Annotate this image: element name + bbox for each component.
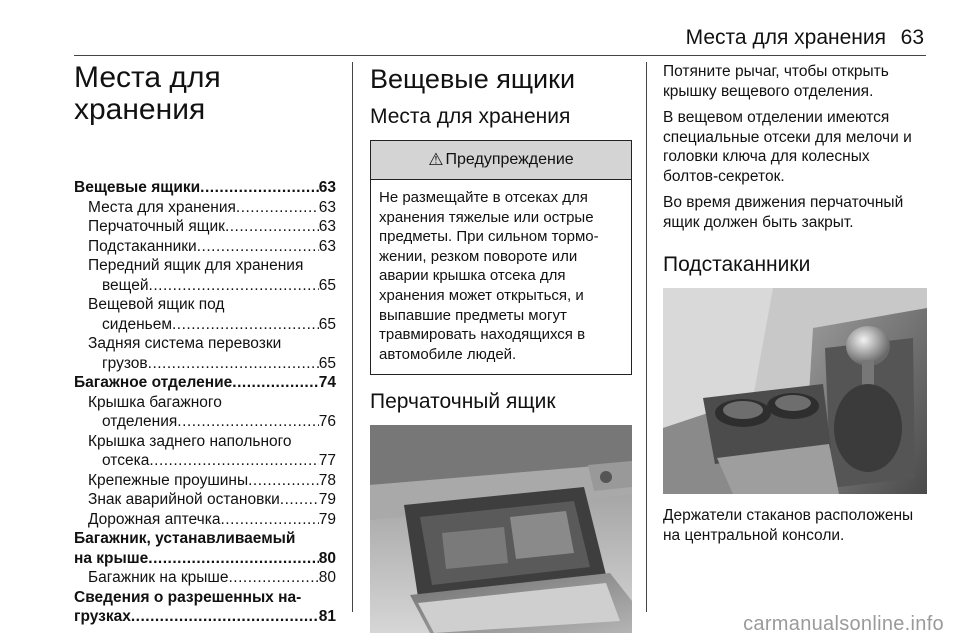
toc-entry-page: 78 [318,471,336,489]
toc-leader-dots [248,471,319,491]
toc-entry-title: Багажник на крыше [88,569,229,586]
text-line: на центральной консоли. [663,526,845,544]
toc-entry [74,490,336,510]
toc-entry-title: Подстаканники [88,237,197,255]
toc-entry [74,412,336,432]
toc-leader-dots [148,549,318,569]
toc-leader-dots [220,510,318,530]
toc-leader-dots [236,198,319,218]
driving-paragraph [663,193,927,232]
text-line: Держатели стаканов расположены [663,507,914,524]
glovebox-illustration [370,425,632,633]
toc-entry [74,198,336,218]
text-line: болтов-секреток. [663,167,785,185]
toc-entry-title: грузов [102,354,148,372]
toc-entry-title: Передний ящик для хранения [88,257,304,274]
toc-entry-title: Места для хранения [88,198,236,216]
toc-entry-page: 79 [318,491,336,508]
toc-entry [74,354,336,374]
toc-entry-title: Крепежные проушины [88,471,249,489]
toc-entry [74,588,336,608]
toc-entry-page: 63 [318,237,336,255]
text-line: хранения тяжелые или острые [379,208,594,226]
cupholder-heading: Подстаканники [663,253,811,276]
warning-title: Предупреждение [445,151,574,168]
toc-entry-page: 80 [318,569,336,586]
toc-leader-dots [197,237,319,257]
text-line: В вещевом отделении имеются [663,109,890,126]
toc-entry-title: Дорожная аптечка [88,510,221,528]
text-line: хранения может открыться, и [379,286,584,304]
lever-paragraph [663,62,927,101]
toc-entry [74,178,336,198]
toc-entry-page: 77 [318,452,336,469]
toc-entry-title: Задняя система перевозки [88,335,282,352]
warning-header [371,141,631,180]
toc-leader-dots [228,568,318,588]
header-rule [74,55,926,56]
toc-entry [74,276,336,296]
toc-entry-title: Перчаточный ящик [88,218,225,235]
section-heading: Вещевые ящики [370,64,576,94]
column-divider-2 [646,62,647,612]
toc-entry-title: отсека [102,452,150,469]
text-line: Не размещайте в отсеках для [379,189,588,206]
subsection-heading: Места для хранения [370,105,571,128]
toc-entry-title: Вещевой ящик под [88,296,225,313]
toc-leader-dots [200,178,319,198]
toc-leader-dots [225,217,319,237]
text-line: ящик должен быть закрыт. [663,213,854,231]
toc-leader-dots [131,607,319,627]
text-line: головки ключа для колесных [663,148,870,165]
toc-entry [74,510,336,530]
toc-entry [74,432,336,452]
toc-entry-title: Багажное отделение [74,374,233,391]
toc-entry [74,373,336,393]
text-line: крышку вещевого отделения. [663,82,874,100]
toc-entry-page: 63 [318,179,336,196]
toc-entry [74,393,336,413]
toc-entry-page: 81 [318,608,336,625]
warning-triangle-icon: ⚠ [428,150,444,169]
toc-entry-title: Сведения о разрешенных на- [74,588,302,606]
toc-entry-title: вещей [102,276,149,294]
text-line: травмировать находящихся в [379,326,586,344]
toc-entry-title: Багажник, устанавливаемый [74,530,296,547]
text-line: Потяните рычаг, чтобы открыть [663,63,889,80]
text-line: специальные отсеки для мелочи и [663,128,912,146]
text-line: автомобиле людей. [379,345,517,363]
cupholder-image [663,288,927,494]
header-title: Места для хранения [685,26,886,49]
toc-entry-page: 65 [318,315,336,333]
text-line: выпавшие предметы могут [379,306,567,324]
toc-entry [74,451,336,471]
toc-entry-page: 63 [318,218,336,235]
toc-entry-title: Крышка багажного [88,393,222,411]
toc-entry-page: 65 [318,354,336,372]
toc-entry [74,315,336,335]
text-line: аварии крышка отсека для [379,267,566,285]
toc-entry-title: на крыше [74,549,149,567]
right-column [663,62,927,552]
warning-box [370,140,632,375]
cupholder-caption [663,506,927,545]
page-header [0,26,960,50]
middle-column [370,62,632,633]
toc-entry-page: 63 [318,198,336,216]
toc-entry-page: 80 [318,549,336,567]
toc-leader-dots [232,373,318,393]
text-line: предметы. При сильном тормо- [379,228,599,246]
toc-column [74,62,336,627]
glovebox-heading: Перчаточный ящик [370,390,556,414]
toc-entry-page: 74 [318,374,336,391]
compartments-paragraph [663,108,927,186]
toc-entry [74,471,336,491]
toc-entry-title: Знак аварийной остановки [88,491,280,508]
warning-text [371,180,631,374]
toc-entry-page: 79 [318,510,336,528]
toc-entry-page: 76 [318,413,336,430]
toc-leader-dots [149,276,319,296]
text-line: жении, резком повороте или [379,247,578,265]
toc-entry-page: 65 [318,276,336,294]
toc-entry [74,237,336,257]
toc-entry [74,549,336,569]
table-of-contents [74,178,336,627]
toc-entry [74,529,336,549]
cupholder-illustration [663,288,927,494]
toc-entry [74,607,336,627]
watermark: carmanualsonline.info [743,613,944,635]
toc-leader-dots [280,490,319,510]
toc-entry-title: отделения [102,413,178,430]
chapter-title: Места для хранения [74,61,221,126]
toc-entry [74,295,336,315]
toc-entry-title: Вещевые ящики [74,179,201,196]
toc-entry-title: Крышка заднего напольного [88,432,292,450]
glovebox-image [370,425,632,633]
toc-entry [74,334,336,354]
toc-entry [74,568,336,588]
toc-entry [74,256,336,276]
toc-leader-dots [148,354,319,374]
toc-entry-title: сиденьем [102,315,172,333]
column-divider [352,62,353,612]
toc-leader-dots [172,315,319,335]
toc-leader-dots [177,412,318,432]
text-line: Во время движения перчаточный [663,194,904,211]
toc-entry [74,217,336,237]
toc-entry-title: грузках [74,608,131,625]
toc-leader-dots [149,451,318,471]
page-number: 63 [900,26,924,49]
